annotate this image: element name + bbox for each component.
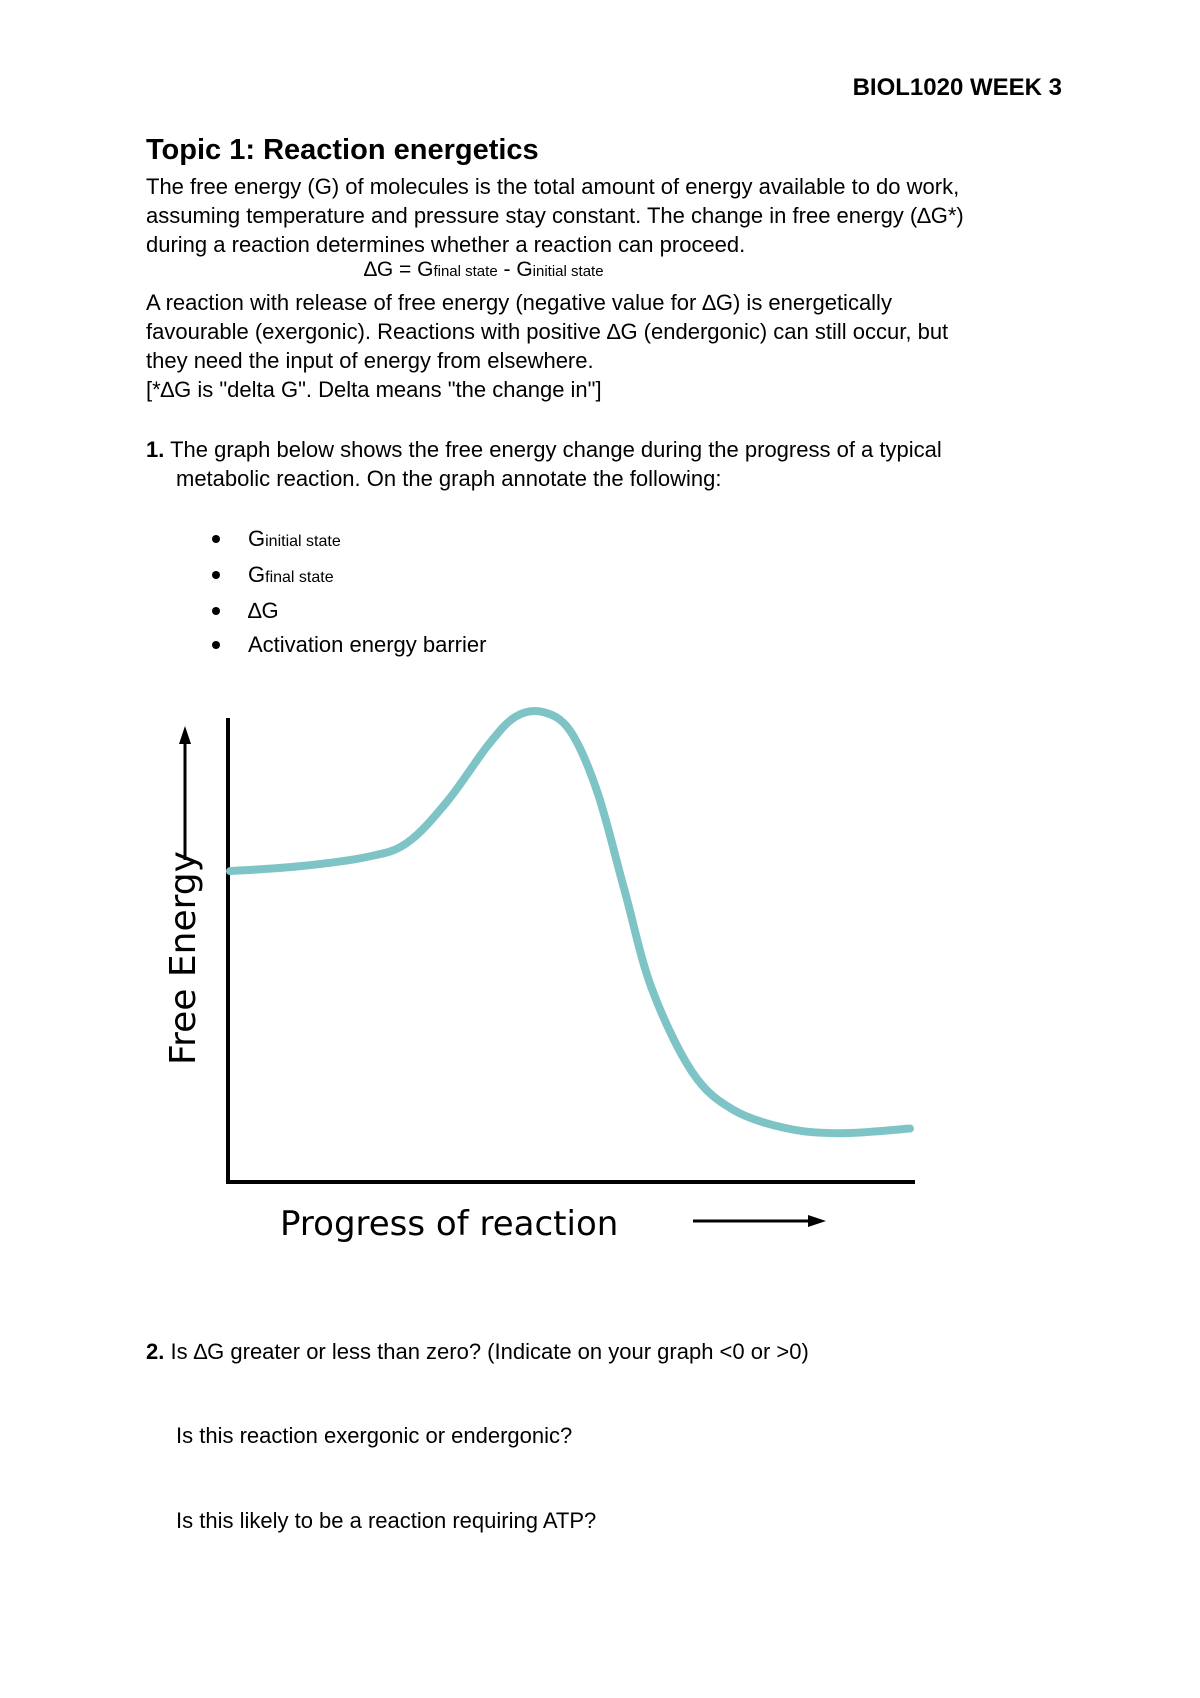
- question-text: metabolic reaction. On the graph annotate the following:: [176, 466, 722, 491]
- topic-title: Topic 1: Reaction energetics: [146, 134, 539, 166]
- para-line: [*∆G is "delta G". Delta means "the change in"]: [146, 377, 602, 402]
- intro-line: assuming temperature and pressure stay constant. The change in free energy (∆G*): [146, 203, 964, 228]
- bullet-icon: [212, 641, 220, 649]
- bullet-main: G: [248, 562, 266, 587]
- formula-minus: - G: [497, 258, 533, 281]
- para-line: they need the input of energy from elsewhere.: [146, 348, 594, 373]
- intro-line: during a reaction determines whether a reaction can proceed.: [146, 232, 746, 257]
- question-text: The graph below shows the free energy change during the progress of a typical: [164, 437, 942, 462]
- bullet-icon: [212, 571, 220, 579]
- question-2: [146, 1337, 809, 1366]
- energetics-paragraph: [146, 288, 948, 404]
- free-energy-graph: [150, 700, 930, 1260]
- x-arrow-icon: [693, 1215, 826, 1227]
- y-axis-label: Free Energy: [163, 851, 204, 1065]
- bullet-main: ∆G: [248, 598, 279, 623]
- bullet-main: Activation energy barrier: [248, 632, 487, 657]
- bullet-sub: final state: [265, 569, 334, 586]
- question-2b: Is this reaction exergonic or endergonic?: [176, 1423, 573, 1448]
- bullet-icon: [212, 607, 220, 615]
- question-1: [146, 435, 942, 493]
- course-header: BIOL1020 WEEK 3: [852, 74, 1062, 101]
- formula-lhs: ∆G = G: [364, 258, 434, 281]
- formula-initial-sub: initial state: [532, 263, 604, 280]
- energy-curve: [230, 711, 910, 1133]
- bullet-main: G: [248, 526, 266, 551]
- y-arrow-icon: [179, 726, 191, 860]
- formula-final-sub: final state: [433, 263, 498, 280]
- intro-line: The free energy (G) of molecules is the total amount of energy available to do work,: [146, 174, 960, 199]
- para-line: A reaction with release of free energy (negative value for ∆G) is energetically: [146, 290, 892, 315]
- bullet-sub: initial state: [265, 533, 341, 550]
- bullet-icon: [212, 535, 220, 543]
- delta-g-formula: [364, 258, 604, 282]
- question-2c: Is this likely to be a reaction requiring ATP?: [176, 1508, 597, 1533]
- x-axis-label: Progress of reaction: [280, 1204, 619, 1244]
- intro-paragraph: [146, 172, 1086, 259]
- para-line: favourable (exergonic). Reactions with positive ∆G (endergonic) can still occur, but: [146, 319, 949, 344]
- question-text: Is ∆G greater or less than zero? (Indicate on your graph <0 or >0): [164, 1339, 809, 1364]
- question-number: 1.: [146, 437, 165, 462]
- question-number: 2.: [146, 1339, 165, 1364]
